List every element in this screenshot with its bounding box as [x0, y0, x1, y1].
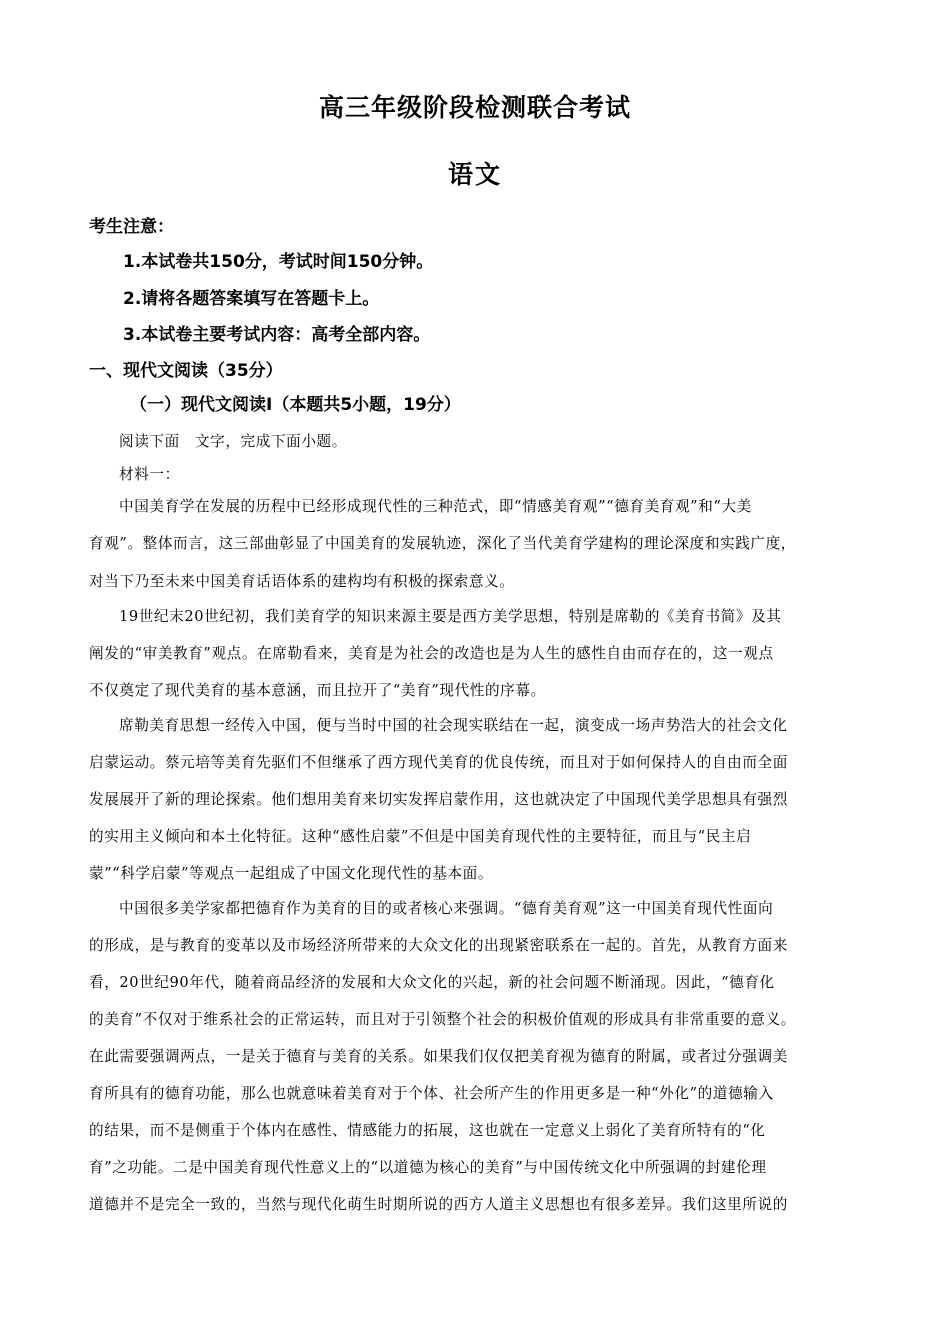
notice-item: 3.本试卷主要考试内容：高考全部内容。	[123, 325, 431, 345]
paragraph-line: 阐发的“审美教育”观点。在席勒看来，美育是为社会的改造也是为人生的感性自由而存在的，这一观点	[89, 645, 774, 662]
paragraph-line: 育”之功能。二是中国美育现代性意义上的“以道德为核心的美育”与中国传统文化中所强调的封建伦理	[89, 1159, 767, 1176]
notice-item: 1.本试卷共150分，考试时间150分钟。	[123, 252, 434, 272]
paragraph-line: 发展展开了新的理论探索。他们想用美育来切实发挥启蒙作用，这也就决定了中国现代美学思想具有强烈	[89, 791, 788, 808]
paragraph-line: 的结果，而不是侧重于个体内在感性、情感能力的拓展，这也就在一定意义上弱化了美育所特有的“化	[89, 1122, 766, 1139]
paragraph-line: 的形成，是与教育的变革以及市场经济所带来的大众文化的出现紧密联系在一起的。首先，从教育方面来	[89, 937, 788, 954]
material-label: 材料一：	[119, 466, 180, 483]
paragraph-line: 蒙”“科学启蒙”等观点一起组成了中国文化现代性的基本面。	[89, 865, 494, 882]
section-heading: 一、现代文阅读（35分）	[89, 361, 283, 381]
paragraph-line: 育观”。整体而言，这三部曲彰显了中国美育的发展轨迹，深化了当代美育学建构的理论深度和实践广度，	[89, 535, 796, 552]
paragraph-line: 19世纪末20世纪初，我们美育学的知识来源主要是西方美学思想，特别是席勒的《美育书简》及其	[119, 608, 782, 625]
paragraph-line: 的美育”不仅对于维系社会的正常运转，而且对于引领整个社会的积极价值观的形成具有非常重要的意义。	[89, 1011, 796, 1028]
paragraph-line: 启蒙运动。蔡元培等美育先驱们不但继承了西方现代美育的优良传统，而且对于如何保持人的自由而全面	[89, 754, 788, 771]
instruction-line: 阅读下面 文字，完成下面小题。	[119, 433, 347, 450]
subject-title: 语文	[447, 160, 502, 189]
paragraph-line: 在此需要强调两点，一是关于德育与美育的关系。如果我们仅仅把美育视为德育的附属，或者过分强调美	[89, 1048, 788, 1065]
notice-item: 2.请将各题答案填写在答题卡上。	[123, 289, 380, 309]
paragraph-line: 中国美育学在发展的历程中已经形成现代性的三种范式，即“情感美育观”“德育美育观”和“大美	[119, 498, 752, 515]
paragraph-line: 看，20世纪90年代，随着商品经济的发展和大众文化的兴起，新的社会问题不断涌现。因此，“德育化	[89, 974, 775, 991]
subsection-heading: （一）现代文阅读Ⅰ（本题共5小题，19分）	[130, 395, 461, 415]
paragraph-line: 道德并不是完全一致的，当然与现代化萌生时期所说的西方人道主义思想也有很多差异。我们这里所说的	[89, 1196, 788, 1213]
paragraph-line: 席勒美育思想一经传入中国，便与当时中国的社会现实联结在一起，演变成一场声势浩大的社会文化	[119, 717, 788, 734]
paragraph-line: 的实用主义倾向和本土化特征。这种“感性启蒙”不但是中国美育现代性的主要特征，而且与“民主启	[89, 828, 752, 845]
paragraph-line: 中国很多美学家都把德育作为美育的目的或者核心来强调。“德育美育观”这一中国美育现代性面向	[119, 900, 774, 917]
paragraph-line: 育所具有的德育功能，那么也就意味着美育对于个体、社会所产生的作用更多是一种“外化”的道德输入	[89, 1085, 774, 1102]
paragraph-line: 对当下乃至未来中国美育话语体系的建构均有积极的探索意义。	[89, 573, 515, 590]
exam-title: 高三年级阶段检测联合考试	[318, 93, 631, 122]
paragraph-line: 不仅奠定了现代美育的基本意涵，而且拉开了“美育”现代性的序幕。	[89, 682, 546, 699]
notice-heading: 考生注意：	[89, 217, 174, 237]
